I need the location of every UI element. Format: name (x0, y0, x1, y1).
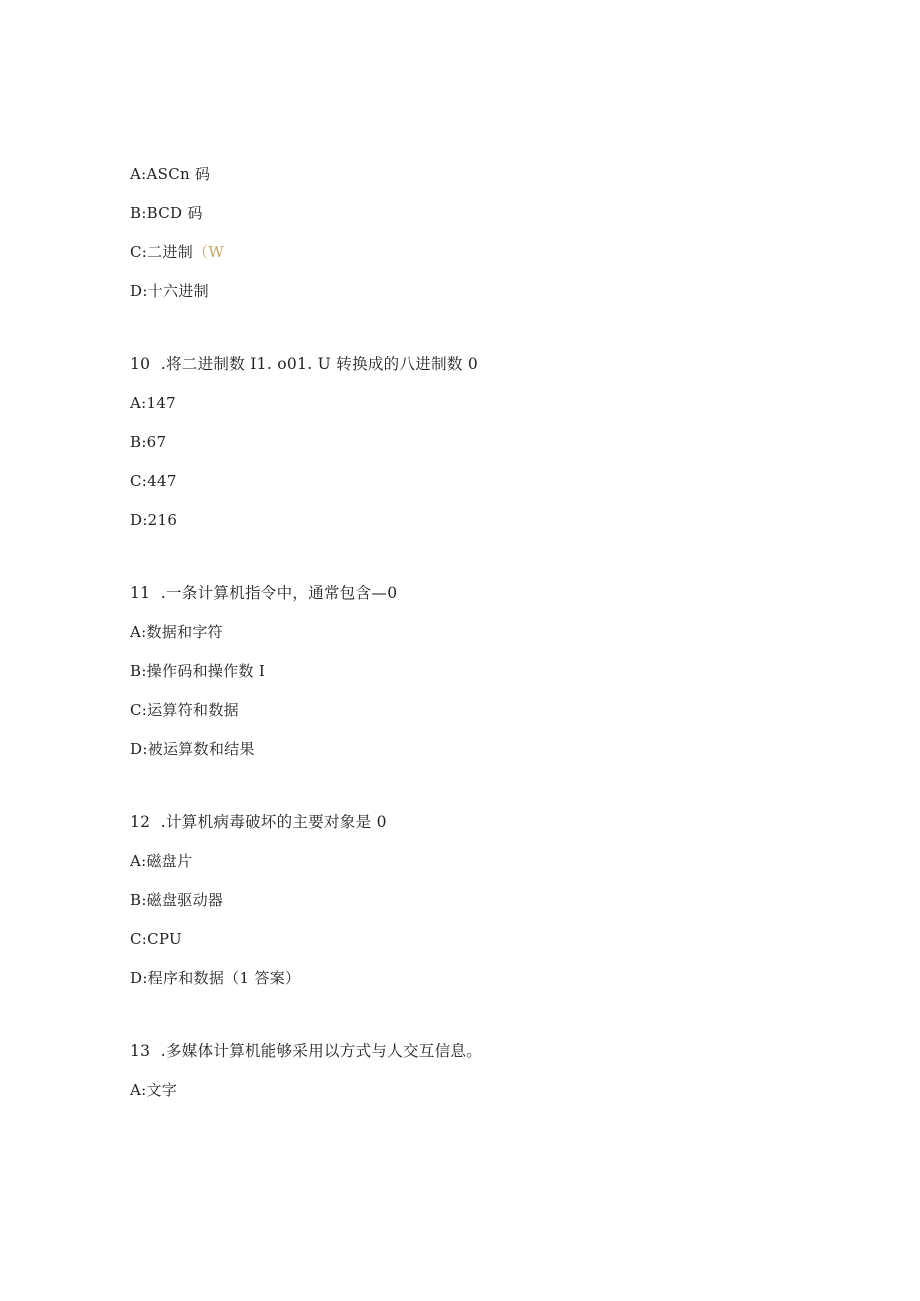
option-c: C:CPU (130, 930, 182, 948)
option-a: A:147 (130, 394, 177, 412)
question-10: 10 .将二进制数 I1. o01. U 转换成的八进制数 0 (130, 355, 479, 373)
option-b: B:67 (130, 433, 167, 451)
option-d: D:被运算数和结果 (130, 740, 255, 758)
option-a: A:数据和字符 (130, 623, 223, 641)
handwritten-mark: （W (193, 243, 225, 261)
option-c: C:运算符和数据 (130, 701, 239, 719)
question-11: 11 .一条计算机指令中，通常包含—0 (130, 584, 398, 602)
option-a: A:磁盘片 (130, 852, 193, 870)
option-d: D:十六进制 (130, 282, 209, 300)
option-text: C:二进制 (130, 243, 194, 261)
option-b: B:BCD 码 (130, 204, 203, 222)
option-d: D:程序和数据（1 答案） (130, 969, 301, 987)
question-13: 13 .多媒体计算机能够采用以方式与人交互信息。 (130, 1042, 483, 1060)
option-c (130, 242, 224, 262)
option-a: A:文字 (130, 1081, 178, 1099)
question-12: 12 .计算机病毒破坏的主要对象是 0 (130, 813, 387, 831)
option-b: B:操作码和操作数 I (130, 662, 266, 680)
option-d: D:216 (130, 511, 178, 529)
option-b: B:磁盘驱动器 (130, 891, 224, 909)
option-c: C:447 (130, 472, 177, 490)
option-a: A:ASCn 码 (130, 165, 211, 183)
